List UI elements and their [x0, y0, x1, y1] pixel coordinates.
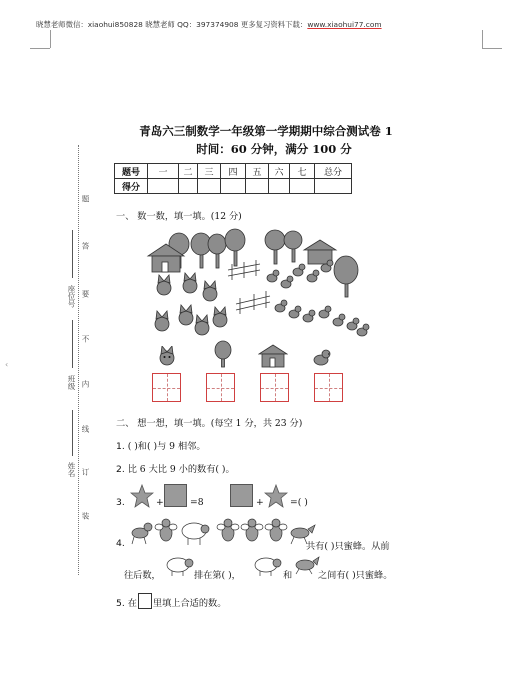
question-4-line2c: 和 [283, 570, 293, 581]
bee-icon [155, 519, 177, 541]
name-label: 姓名 [67, 462, 76, 477]
sheep-icon [166, 553, 194, 577]
question-4-number: 4. [116, 538, 125, 549]
cat-icon [213, 307, 227, 327]
score-header-cell: 总分 [315, 164, 352, 179]
class-line [72, 320, 73, 368]
chick-icon [347, 318, 359, 330]
score-row-label: 得分 [115, 179, 148, 194]
question-4-line2d[interactable]: 之间有( )只蜜蜂。 [318, 570, 393, 581]
tree-icon [225, 229, 245, 266]
seal-char: 装 [81, 512, 90, 520]
cat-icon [203, 281, 217, 301]
header-contact [36, 19, 382, 30]
score-header-cell: 七 [290, 164, 315, 179]
chick-icon [307, 270, 319, 282]
question-2-number: 2. [116, 464, 125, 475]
blank-box[interactable] [138, 593, 152, 609]
seal-char: 不 [81, 335, 90, 343]
question-4-line2b[interactable]: 排在第( )， [194, 570, 241, 581]
exam-title: 青岛六三制数学一年级第一学期期中综合测试卷 1 [139, 124, 393, 138]
cat-icon [157, 275, 171, 295]
score-cell[interactable] [246, 179, 269, 194]
seat-number-line [72, 230, 73, 278]
question-1-number: 1. [116, 441, 125, 452]
bee-icon [217, 519, 239, 541]
star-icon [130, 484, 154, 508]
header-link[interactable]: www.xiaohui77.com [307, 20, 382, 29]
class-label: 班级 [67, 375, 76, 390]
question-5-text-b: 里填上合适的数。 [152, 598, 227, 609]
bee-icon [265, 519, 287, 541]
score-header-row [115, 164, 352, 179]
cat-icon [179, 305, 193, 325]
score-value-row [115, 179, 352, 194]
score-header-cell: 四 [221, 164, 246, 179]
seal-char: 答 [81, 242, 90, 250]
chick-icon [303, 310, 315, 322]
score-cell[interactable] [315, 179, 352, 194]
question-1 [116, 438, 206, 452]
name-line [72, 410, 73, 456]
score-cell[interactable] [148, 179, 179, 194]
seal-char: 内 [81, 380, 90, 388]
question-3-answer[interactable]: =( ) [290, 497, 308, 508]
fence-icon [228, 260, 260, 280]
score-cell[interactable] [179, 179, 198, 194]
cat-icon [195, 315, 209, 335]
seal-char: 订 [81, 468, 90, 476]
answer-cat-icon [156, 346, 178, 366]
sheep-icon [182, 523, 209, 545]
question-3-plus: + [156, 497, 164, 508]
answer-box-chick[interactable] [314, 373, 343, 402]
square-icon [164, 484, 187, 507]
side-marker: ‹ [5, 360, 9, 369]
score-header-cell: 六 [269, 164, 290, 179]
question-5 [116, 593, 226, 609]
answer-box-cat[interactable] [152, 373, 181, 402]
binding-line [78, 145, 79, 575]
chick-icon [319, 306, 331, 318]
dog-icon [132, 523, 152, 544]
score-table [114, 163, 352, 194]
bee-icon [241, 519, 263, 541]
score-header-cell: 五 [246, 164, 269, 179]
question-3-plus-2: + [256, 497, 264, 508]
question-4-line2a: 往后数， [124, 570, 161, 581]
crop-mark-tl-h [30, 48, 50, 49]
animal-row [128, 515, 316, 547]
chick-icon [267, 270, 279, 282]
question-4-line1[interactable]: 共有( )只蜜蜂。从前 [306, 541, 390, 552]
section1-heading: 一、 数一数，填一填。(12 分) [116, 211, 242, 222]
seat-number-label: 座位号 [67, 285, 76, 308]
chick-icon [275, 300, 287, 312]
score-cell[interactable] [198, 179, 221, 194]
question-1-text[interactable]: ( )和( )与 9 相邻。 [127, 441, 206, 452]
answer-box-house[interactable] [260, 373, 289, 402]
square-icon [230, 484, 253, 507]
cat-icon [183, 273, 197, 293]
question-2 [116, 461, 235, 475]
counting-scene [140, 228, 370, 340]
chick-icon [357, 324, 369, 336]
score-header-cell: 一 [148, 164, 179, 179]
chick-icon [333, 314, 345, 326]
question-2-text[interactable]: 比 6 大比 9 小的数有( )。 [127, 464, 235, 475]
score-header-cell: 题号 [115, 164, 148, 179]
chick-icon [289, 306, 301, 318]
section2-heading: 二、 想一想，填一填。(每空 1 分，共 23 分) [116, 418, 303, 429]
tree-icon [208, 234, 226, 268]
question-3-number: 3. [116, 497, 125, 508]
tree-icon [284, 231, 302, 262]
exam-subtitle: 时间：60 分钟，满分 100 分 [196, 142, 352, 156]
crop-mark-tr-v [482, 30, 483, 48]
question-5-number: 5. [116, 598, 125, 609]
tree-icon [191, 233, 211, 268]
tree-icon [265, 230, 285, 264]
cat-icon [155, 311, 169, 331]
tree-icon [334, 256, 358, 297]
crop-mark-tr-h [482, 48, 502, 49]
score-cell[interactable] [221, 179, 246, 194]
star-icon [264, 484, 288, 508]
answer-house-icon [258, 344, 288, 368]
header-text: 晓慧老师微信：xiaohui850828 晓慧老师 QQ：397374908 更多复习资料下载： [36, 20, 308, 29]
answer-tree-icon [213, 340, 233, 368]
fence-icon [236, 291, 270, 314]
question-5-text-a: 在 [127, 598, 137, 609]
question-3-result: =8 [190, 497, 204, 508]
seal-char: 线 [81, 425, 90, 433]
chick-icon [281, 276, 293, 288]
answer-chick-icon [313, 348, 331, 366]
score-header-cell: 二 [179, 164, 198, 179]
seal-char: 题 [81, 195, 90, 203]
seal-char: 要 [81, 290, 90, 298]
sheep-icon [254, 553, 282, 577]
score-header-cell: 三 [198, 164, 221, 179]
score-cell[interactable] [290, 179, 315, 194]
score-cell[interactable] [269, 179, 290, 194]
chick-icon [293, 264, 305, 276]
fox-icon [294, 553, 320, 575]
crop-mark-tl-v [50, 30, 51, 48]
answer-box-tree[interactable] [206, 373, 235, 402]
